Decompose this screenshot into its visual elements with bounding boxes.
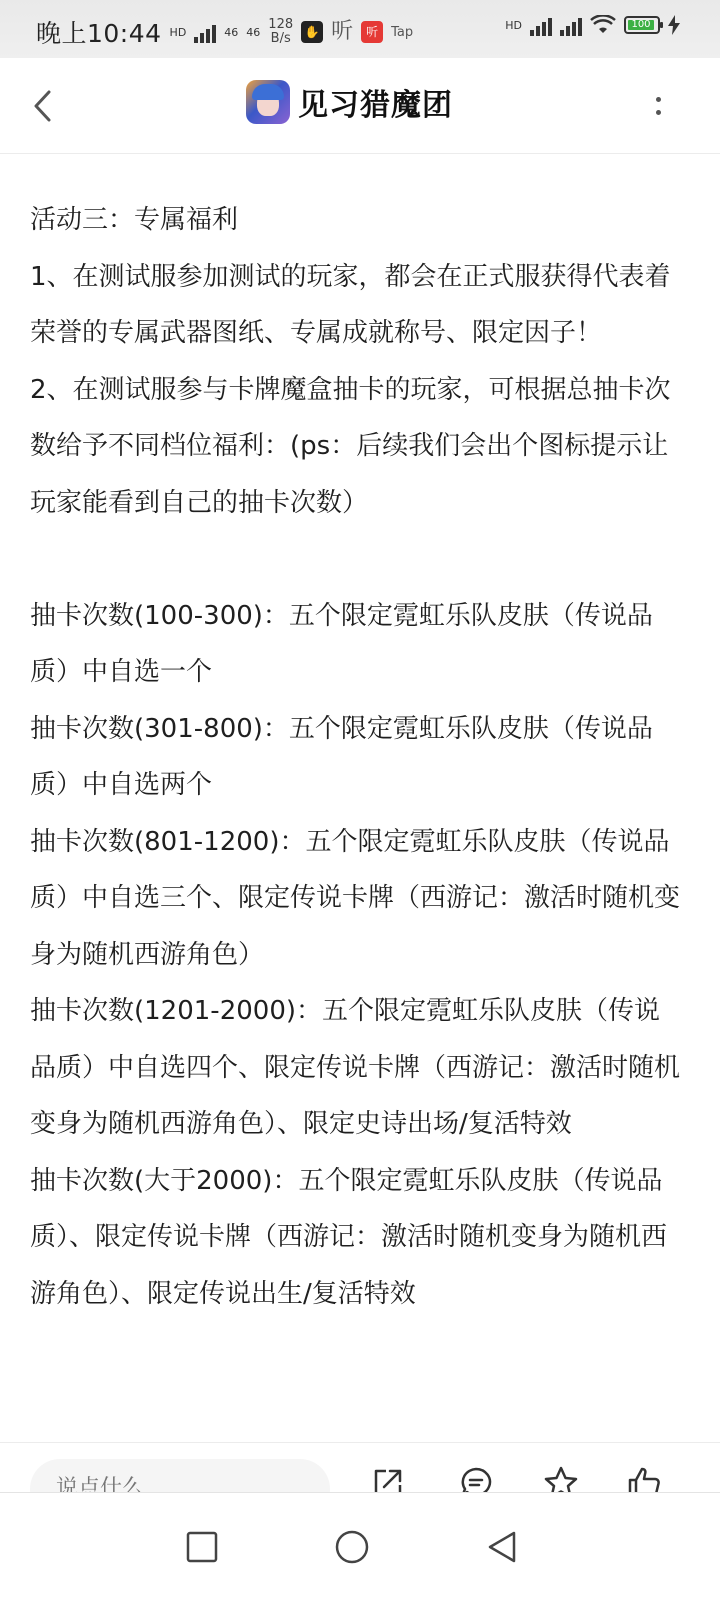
net-speed-value: 128 bbox=[268, 17, 294, 32]
more-dot-icon bbox=[656, 110, 661, 115]
hd-indicator-right: HD bbox=[505, 18, 522, 32]
tier-item: 抽卡次数(801-1200)：五个限定霓虹乐队皮肤（传说品质）中自选三个、限定传说卡牌（西游记：激活时随机变身为随机西游角色） bbox=[30, 826, 681, 970]
back-button[interactable] bbox=[22, 84, 62, 128]
article-body bbox=[30, 192, 680, 1322]
section-title: 活动三：专属福利 bbox=[30, 205, 239, 235]
share-icon[interactable] bbox=[370, 1465, 406, 1492]
signal-icon bbox=[530, 14, 552, 36]
wifi-icon bbox=[590, 15, 616, 35]
like-icon[interactable] bbox=[626, 1465, 662, 1492]
app-notification-icon: ✋ bbox=[301, 21, 323, 43]
header-title-group[interactable] bbox=[246, 80, 453, 124]
tier-item: 抽卡次数(301-800)：五个限定霓虹乐队皮肤（传说品质）中自选两个 bbox=[30, 713, 653, 800]
recent-apps-icon bbox=[186, 1531, 218, 1563]
net-speed bbox=[268, 18, 293, 46]
battery-icon bbox=[624, 16, 660, 34]
signal-icon bbox=[560, 14, 582, 36]
paragraph: 1、在测试服参加测试的玩家，都会在正式服获得代表着荣誉的专属武器图纸、专属成就称号、限定因子！ bbox=[30, 261, 671, 348]
more-options-button[interactable] bbox=[646, 88, 670, 124]
page-title: 见习猎魔团 bbox=[298, 88, 453, 123]
blank-line bbox=[30, 531, 680, 588]
status-time: 晚上10:44 bbox=[36, 19, 162, 48]
hd-indicator: HD bbox=[169, 25, 187, 39]
net-speed-unit: B/s bbox=[270, 31, 291, 46]
status-bar bbox=[0, 0, 720, 58]
tier-item: 抽卡次数(大于2000)：五个限定霓虹乐队皮肤（传说品质）、限定传说卡牌（西游记：激活时随机变身为随机西游角色）、限定传说出生/复活特效 bbox=[30, 1165, 668, 1309]
signal-icon bbox=[194, 21, 216, 43]
recent-apps-button[interactable] bbox=[168, 1513, 236, 1581]
back-nav-button[interactable] bbox=[468, 1513, 536, 1581]
comment-bar bbox=[0, 1442, 720, 1492]
back-nav-icon bbox=[486, 1530, 518, 1564]
tier-item: 抽卡次数(1201-2000)：五个限定霓虹乐队皮肤（传说品质）中自选四个、限定传说卡牌（西游记：激活时随机变身为随机西游角色）、限定史诗出场/复活特效 bbox=[30, 996, 681, 1139]
favorite-icon[interactable] bbox=[543, 1465, 579, 1492]
battery-level: 100 bbox=[628, 20, 654, 30]
comment-icon[interactable] bbox=[458, 1465, 494, 1492]
more-dot-icon bbox=[656, 97, 661, 102]
paragraph: 2、在测试服参与卡牌魔盒抽卡的玩家，可根据总抽卡次数给予不同档位福利：(ps：后续我们会出个图标提示让玩家能看到自己的抽卡次数） bbox=[30, 374, 671, 518]
charging-icon bbox=[668, 15, 680, 35]
network-type-1: 46 bbox=[224, 25, 239, 39]
status-left bbox=[36, 14, 413, 50]
network-type-2: 46 bbox=[246, 25, 261, 39]
tap-app-icon: Tap bbox=[391, 24, 414, 40]
system-nav-bar bbox=[0, 1492, 720, 1600]
tier-item: 抽卡次数(100-300)：五个限定霓虹乐队皮肤（传说品质）中自选一个 bbox=[30, 600, 653, 687]
status-right bbox=[505, 14, 680, 36]
home-button[interactable] bbox=[318, 1513, 386, 1581]
app-header bbox=[0, 58, 720, 154]
chevron-left-icon bbox=[31, 89, 53, 123]
ting-red-app-icon: 听 bbox=[361, 21, 383, 43]
home-icon bbox=[334, 1529, 370, 1565]
ting-app-icon: 听 bbox=[331, 19, 354, 44]
comment-input[interactable] bbox=[30, 1459, 330, 1492]
game-avatar-icon bbox=[246, 80, 290, 124]
